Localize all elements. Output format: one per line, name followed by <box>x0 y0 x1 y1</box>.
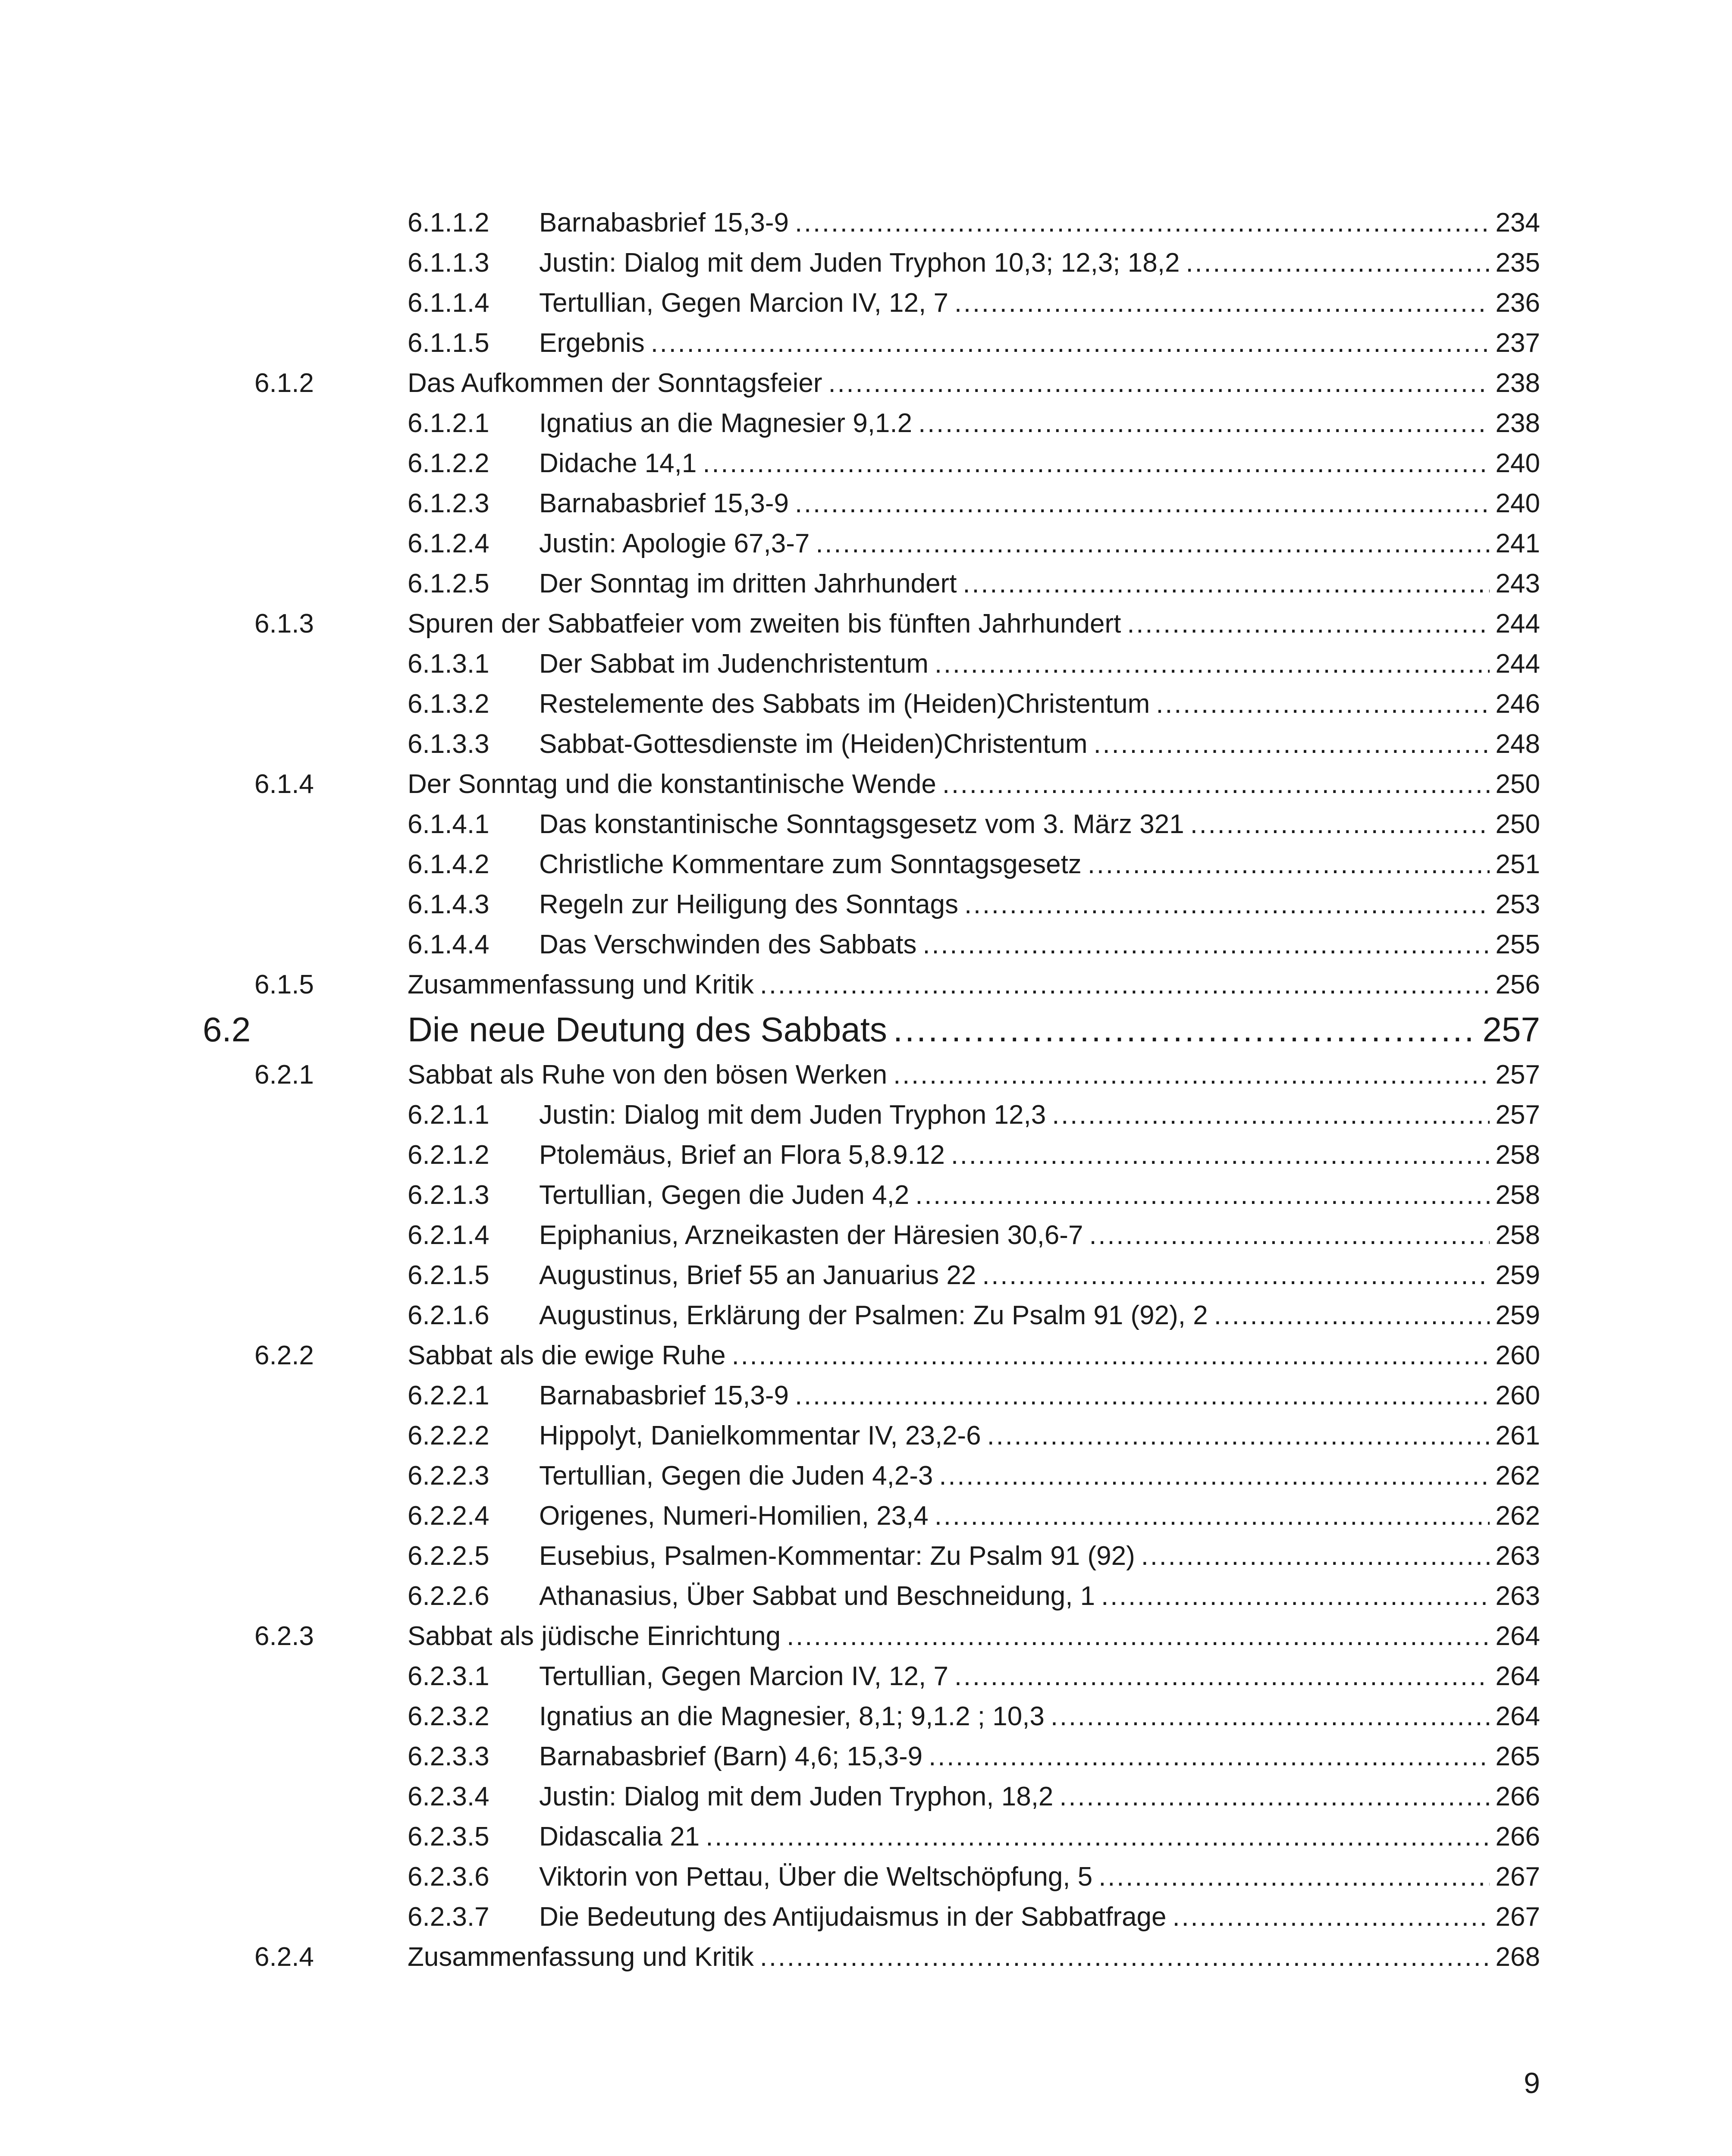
toc-entry-number: 6.1.2.2 <box>408 448 489 478</box>
toc-entry-number: 6.1.3 <box>254 609 314 639</box>
toc-entry-line <box>539 1095 1540 1135</box>
toc-entry-title: Die Bedeutung des Antijudaismus in der Sabbatfrage <box>539 1902 1167 1932</box>
toc-entry-page: 255 <box>1495 930 1540 959</box>
dot-leader <box>1190 804 1490 844</box>
dot-leader <box>964 884 1490 924</box>
toc-entry-page: 253 <box>1495 890 1540 919</box>
toc-entry-number: 6.2.2.6 <box>408 1581 489 1611</box>
toc-entry-title: Eusebius, Psalmen-Kommentar: Zu Psalm 91 (92) <box>539 1541 1135 1571</box>
dot-leader <box>893 1055 1489 1095</box>
dot-leader <box>1098 1857 1489 1897</box>
toc-entry-title: Ptolemäus, Brief an Flora 5,8.9.12 <box>539 1140 945 1170</box>
toc-entry-title: Origenes, Numeri-Homilien, 23,4 <box>539 1501 929 1531</box>
toc-entry-page: 267 <box>1495 1862 1540 1892</box>
toc-entry-line <box>408 764 1540 804</box>
toc-entry-number: 6.1.4.1 <box>408 809 489 839</box>
toc-entry-number: 6.2 <box>203 1010 251 1049</box>
toc-entry-line <box>539 1376 1540 1416</box>
dot-leader <box>1186 243 1489 283</box>
toc-entry-title: Restelemente des Sabbats im (Heiden)Christentum <box>539 689 1150 719</box>
toc-entry[interactable] <box>0 684 1732 724</box>
toc-entry-number: 6.1.2.4 <box>408 529 489 558</box>
dot-leader <box>760 965 1490 1005</box>
toc-entry-number: 6.1.2 <box>254 368 314 398</box>
toc-entry[interactable] <box>0 1496 1732 1536</box>
toc-entry-title: Sabbat als die ewige Ruhe <box>408 1341 726 1370</box>
toc-entry[interactable] <box>0 924 1732 965</box>
toc-entry-title: Sabbat als Ruhe von den bösen Werken <box>408 1060 888 1090</box>
toc-entry-number: 6.2.1.3 <box>408 1180 489 1210</box>
dot-leader <box>935 1496 1490 1536</box>
toc-entry[interactable] <box>0 203 1732 243</box>
toc-entry-title: Ergebnis <box>539 328 645 358</box>
toc-entry-line <box>539 1255 1540 1295</box>
dot-leader <box>1094 724 1490 764</box>
toc-entry-line <box>539 1175 1540 1215</box>
toc-entry-number: 6.1.3.1 <box>408 649 489 679</box>
toc-entry-page: 265 <box>1495 1742 1540 1771</box>
toc-entry-line <box>539 1456 1540 1496</box>
toc-entry-number: 6.1.1.5 <box>408 328 489 358</box>
dot-leader <box>935 644 1490 684</box>
toc-entry[interactable] <box>0 564 1732 604</box>
dot-leader <box>922 924 1489 965</box>
toc-entry-page: 263 <box>1495 1581 1540 1611</box>
toc-entry-page: 251 <box>1495 849 1540 879</box>
toc-entry-page: 237 <box>1495 328 1540 358</box>
toc-entry-page: 240 <box>1495 489 1540 518</box>
toc-entry-title: Justin: Dialog mit dem Juden Tryphon 10,3; 12,3; 18,2 <box>539 248 1180 278</box>
toc-entry-line <box>539 243 1540 283</box>
toc-entry-line <box>408 1055 1540 1095</box>
toc-entry[interactable] <box>0 1255 1732 1295</box>
toc-entry[interactable] <box>0 1456 1732 1496</box>
toc-entry-number: 6.1.4.3 <box>408 890 489 919</box>
toc-entry-title: Viktorin von Pettau, Über die Weltschöpfung, 5 <box>539 1862 1093 1892</box>
toc-entry-line <box>408 363 1540 403</box>
toc-entry[interactable] <box>0 804 1732 844</box>
dot-leader <box>942 764 1490 804</box>
toc-entry-number: 6.2.1.4 <box>408 1220 489 1250</box>
toc-entry-page: 240 <box>1495 448 1540 478</box>
page-number: 9 <box>1524 2067 1540 2100</box>
toc-entry-number: 6.2.3 <box>254 1621 314 1651</box>
toc-entry-page: 259 <box>1495 1300 1540 1330</box>
toc-entry-line <box>539 924 1540 965</box>
toc-entry-number: 6.1.4.4 <box>408 930 489 959</box>
toc-entry-line <box>408 1616 1540 1656</box>
dot-leader <box>706 1817 1489 1857</box>
dot-leader <box>1059 1777 1489 1817</box>
dot-leader <box>1127 604 1489 644</box>
dot-leader <box>915 1175 1489 1215</box>
toc-entry-page: 250 <box>1495 809 1540 839</box>
toc-entry-page: 263 <box>1495 1541 1540 1571</box>
toc-entry-number: 6.2.3.3 <box>408 1742 489 1771</box>
toc-entry-page: 248 <box>1495 729 1540 759</box>
toc-entry-line <box>539 283 1540 323</box>
toc-entry[interactable] <box>0 1335 1732 1376</box>
toc-entry-title: Athanasius, Über Sabbat und Beschneidung, 1 <box>539 1581 1095 1611</box>
toc-entry-page: 266 <box>1495 1782 1540 1811</box>
toc-entry-line <box>539 1496 1540 1536</box>
dot-leader <box>828 363 1490 403</box>
toc-entry-title: Christliche Kommentare zum Sonntagsgesetz <box>539 849 1082 879</box>
toc-entry-number: 6.2.3.5 <box>408 1822 489 1852</box>
toc-entry-line <box>539 724 1540 764</box>
toc-entry-line <box>539 804 1540 844</box>
toc-entry-page: 257 <box>1482 1010 1540 1049</box>
dot-leader <box>954 283 1490 323</box>
toc-entry-line <box>408 1937 1540 1977</box>
toc-entry[interactable] <box>0 283 1732 323</box>
dot-leader <box>703 443 1489 483</box>
toc-entry[interactable] <box>0 1295 1732 1335</box>
toc-entry-line <box>539 564 1540 604</box>
toc-entry-number: 6.1.3.2 <box>408 689 489 719</box>
dot-leader <box>1156 684 1489 724</box>
toc-entry[interactable] <box>0 965 1732 1005</box>
toc-entry-title: Ignatius an die Magnesier, 8,1; 9,1.2 ; 10,3 <box>539 1702 1045 1731</box>
toc-entry[interactable] <box>0 1576 1732 1616</box>
toc-entry-title: Hippolyt, Danielkommentar IV, 23,2-6 <box>539 1421 981 1451</box>
toc-entry-title: Epiphanius, Arzneikasten der Häresien 30,6-7 <box>539 1220 1083 1250</box>
toc-entry-number: 6.2.2.1 <box>408 1381 489 1410</box>
toc-entry[interactable] <box>0 323 1732 363</box>
toc-entry-title: Sabbat-Gottesdienste im (Heiden)Christentum <box>539 729 1088 759</box>
toc-entry-page: 267 <box>1495 1902 1540 1932</box>
toc-entry[interactable] <box>0 1536 1732 1576</box>
toc-entry-line <box>539 443 1540 483</box>
toc-entry-title: Das Aufkommen der Sonntagsfeier <box>408 368 822 398</box>
toc-entry-page: 268 <box>1495 1942 1540 1972</box>
dot-leader <box>732 1335 1490 1376</box>
toc-entry[interactable] <box>0 1656 1732 1696</box>
toc-entry-title: Tertullian, Gegen Marcion IV, 12, 7 <box>539 288 948 318</box>
dot-leader <box>893 1005 1477 1055</box>
dot-leader <box>951 1135 1490 1175</box>
dot-leader <box>954 1656 1490 1696</box>
toc-entry-title: Die neue Deutung des Sabbats <box>408 1010 887 1049</box>
toc-entry-number: 6.2.4 <box>254 1942 314 1972</box>
toc-entry-number: 6.2.1.6 <box>408 1300 489 1330</box>
toc-entry-page: 260 <box>1495 1381 1540 1410</box>
toc-entry[interactable] <box>0 1135 1732 1175</box>
toc-entry-line <box>539 323 1540 363</box>
toc-entry[interactable] <box>0 1005 1732 1055</box>
toc-entry-line <box>539 1576 1540 1616</box>
toc-entry-title: Der Sonntag im dritten Jahrhundert <box>539 569 957 599</box>
toc-entry-page: 244 <box>1495 609 1540 639</box>
toc-entry-number: 6.2.2 <box>254 1341 314 1370</box>
dot-leader <box>816 523 1489 564</box>
toc-entry-title: Tertullian, Gegen die Juden 4,2-3 <box>539 1461 933 1491</box>
toc-entry-title: Das konstantinische Sonntagsgesetz vom 3. März 321 <box>539 809 1184 839</box>
toc-entry-line <box>539 1656 1540 1696</box>
toc-entry-title: Barnabasbrief 15,3-9 <box>539 489 789 518</box>
toc-entry-number: 6.2.1.1 <box>408 1100 489 1130</box>
toc-entry-number: 6.2.2.3 <box>408 1461 489 1491</box>
toc-entry[interactable] <box>0 644 1732 684</box>
toc-entry-number: 6.2.3.2 <box>408 1702 489 1731</box>
toc-entry-line <box>539 1736 1540 1777</box>
toc-entry-page: 264 <box>1495 1621 1540 1651</box>
toc-entry-line <box>539 1817 1540 1857</box>
toc-entry-title: Zusammenfassung und Kritik <box>408 970 754 1000</box>
toc-entry-page: 243 <box>1495 569 1540 599</box>
toc-entry-page: 246 <box>1495 689 1540 719</box>
toc-entry-line <box>539 1295 1540 1335</box>
toc-entry[interactable] <box>0 1777 1732 1817</box>
toc-entry-line <box>539 884 1540 924</box>
toc-entry-page: 257 <box>1495 1060 1540 1090</box>
dot-leader <box>963 564 1489 604</box>
toc-entry-line <box>539 403 1540 443</box>
toc-entry-title: Der Sonntag und die konstantinische Wende <box>408 769 936 799</box>
toc-entry-title: Das Verschwinden des Sabbats <box>539 930 917 959</box>
toc-entry-title: Justin: Dialog mit dem Juden Tryphon, 18,2 <box>539 1782 1054 1811</box>
toc-entry-title: Justin: Dialog mit dem Juden Tryphon 12,3 <box>539 1100 1046 1130</box>
toc-entry-line <box>408 1005 1540 1055</box>
dot-leader <box>918 403 1489 443</box>
dot-leader <box>929 1736 1489 1777</box>
toc-entry-line <box>539 844 1540 884</box>
toc-entry[interactable] <box>0 1857 1732 1897</box>
toc-entry-line <box>539 1857 1540 1897</box>
dot-leader <box>1051 1696 1490 1736</box>
toc-entry[interactable] <box>0 1416 1732 1456</box>
toc-entry[interactable] <box>0 844 1732 884</box>
toc-entry-number: 6.1.2.3 <box>408 489 489 518</box>
toc-entry-line <box>539 1777 1540 1817</box>
dot-leader <box>1052 1095 1489 1135</box>
toc-entry-title: Justin: Apologie 67,3-7 <box>539 529 810 558</box>
toc-entry-page: 264 <box>1495 1702 1540 1731</box>
dot-leader <box>1101 1576 1489 1616</box>
toc-entry-line <box>408 1335 1540 1376</box>
toc-entry[interactable] <box>0 1095 1732 1135</box>
toc-entry-line <box>539 1696 1540 1736</box>
toc-entry-page: 262 <box>1495 1461 1540 1491</box>
dot-leader <box>1088 844 1490 884</box>
toc-entry-title: Didascalia 21 <box>539 1822 700 1852</box>
toc-entry-number: 6.2.3.7 <box>408 1902 489 1932</box>
toc-entry-title: Zusammenfassung und Kritik <box>408 1942 754 1972</box>
toc-entry-title: Augustinus, Erklärung der Psalmen: Zu Psalm 91 (92), 2 <box>539 1300 1208 1330</box>
toc-entry-page: 236 <box>1495 288 1540 318</box>
toc-entry-title: Der Sabbat im Judenchristentum <box>539 649 929 679</box>
toc-entry-title: Barnabasbrief (Barn) 4,6; 15,3-9 <box>539 1742 923 1771</box>
dot-leader <box>1173 1897 1490 1937</box>
toc-entry[interactable] <box>0 403 1732 443</box>
toc-entry-line <box>539 523 1540 564</box>
toc-entry[interactable] <box>0 1175 1732 1215</box>
toc-entry-line <box>539 1416 1540 1456</box>
dot-leader <box>795 483 1490 523</box>
toc-entry-line <box>539 1215 1540 1255</box>
toc-entry-number: 6.2.3.6 <box>408 1862 489 1892</box>
toc-entry-number: 6.2.1 <box>254 1060 314 1090</box>
toc-entry-line <box>539 684 1540 724</box>
toc-entry[interactable] <box>0 1055 1732 1095</box>
dot-leader <box>787 1616 1489 1656</box>
toc-entry-number: 6.1.1.2 <box>408 208 489 238</box>
toc-entry-page: 262 <box>1495 1501 1540 1531</box>
toc-entry-line <box>539 644 1540 684</box>
toc-entry[interactable] <box>0 604 1732 644</box>
toc-entry[interactable] <box>0 483 1732 523</box>
toc-entry[interactable] <box>0 443 1732 483</box>
toc-entry[interactable] <box>0 523 1732 564</box>
toc-entry[interactable] <box>0 1897 1732 1937</box>
toc-entry-number: 6.2.2.5 <box>408 1541 489 1571</box>
toc-entry[interactable] <box>0 724 1732 764</box>
dot-leader <box>987 1416 1490 1456</box>
toc-entry-page: 259 <box>1495 1260 1540 1290</box>
toc-entry-number: 6.2.3.4 <box>408 1782 489 1811</box>
dot-leader <box>1214 1295 1490 1335</box>
dot-leader <box>651 323 1490 363</box>
toc-entry[interactable] <box>0 1376 1732 1416</box>
toc-entry-number: 6.1.1.3 <box>408 248 489 278</box>
toc-entry-page: 238 <box>1495 368 1540 398</box>
toc-entry-number: 6.2.2.2 <box>408 1421 489 1451</box>
toc-entry-number: 6.2.2.4 <box>408 1501 489 1531</box>
dot-leader <box>760 1937 1490 1977</box>
toc-entry-title: Sabbat als jüdische Einrichtung <box>408 1621 781 1651</box>
toc-entry-line <box>539 203 1540 243</box>
toc-entry-line <box>408 965 1540 1005</box>
toc-entry-page: 234 <box>1495 208 1540 238</box>
toc-entry[interactable] <box>0 1215 1732 1255</box>
toc-entry[interactable] <box>0 1937 1732 1977</box>
toc-entry-page: 258 <box>1495 1220 1540 1250</box>
toc-entry-number: 6.1.1.4 <box>408 288 489 318</box>
toc-entry-title: Augustinus, Brief 55 an Januarius 22 <box>539 1260 976 1290</box>
toc-entry-number: 6.1.4.2 <box>408 849 489 879</box>
toc-entry-title: Didache 14,1 <box>539 448 697 478</box>
toc-entry-number: 6.1.3.3 <box>408 729 489 759</box>
toc-entry-title: Barnabasbrief 15,3-9 <box>539 208 789 238</box>
toc-entry-page: 264 <box>1495 1661 1540 1691</box>
dot-leader <box>1141 1536 1490 1576</box>
toc-entry-title: Tertullian, Gegen Marcion IV, 12, 7 <box>539 1661 948 1691</box>
toc-entry-page: 260 <box>1495 1341 1540 1370</box>
toc-entry[interactable] <box>0 764 1732 804</box>
dot-leader <box>1089 1215 1489 1255</box>
toc-entry[interactable] <box>0 243 1732 283</box>
toc-entry-page: 250 <box>1495 769 1540 799</box>
dot-leader <box>795 1376 1490 1416</box>
toc-entry-line <box>539 1536 1540 1576</box>
dot-leader <box>939 1456 1489 1496</box>
toc-entry-page: 266 <box>1495 1822 1540 1852</box>
toc-entry-page: 256 <box>1495 970 1540 1000</box>
toc-entry-number: 6.2.1.5 <box>408 1260 489 1290</box>
toc-entry-page: 238 <box>1495 408 1540 438</box>
toc-entry-number: 6.1.4 <box>254 769 314 799</box>
table-of-contents <box>0 203 1732 1977</box>
toc-entry-page: 241 <box>1495 529 1540 558</box>
toc-entry-number: 6.2.1.2 <box>408 1140 489 1170</box>
dot-leader <box>982 1255 1489 1295</box>
toc-entry-page: 235 <box>1495 248 1540 278</box>
toc-entry-line <box>539 1135 1540 1175</box>
toc-entry[interactable] <box>0 1616 1732 1656</box>
toc-entry[interactable] <box>0 884 1732 924</box>
toc-entry-number: 6.1.2.5 <box>408 569 489 599</box>
toc-entry-title: Regeln zur Heiligung des Sonntags <box>539 890 958 919</box>
toc-entry-line <box>408 604 1540 644</box>
toc-entry-line <box>539 1897 1540 1937</box>
toc-entry-title: Ignatius an die Magnesier 9,1.2 <box>539 408 913 438</box>
toc-entry[interactable] <box>0 1736 1732 1777</box>
toc-entry-number: 6.1.2.1 <box>408 408 489 438</box>
toc-entry-title: Barnabasbrief 15,3-9 <box>539 1381 789 1410</box>
toc-entry[interactable] <box>0 1817 1732 1857</box>
dot-leader <box>795 203 1490 243</box>
toc-entry-line <box>539 483 1540 523</box>
toc-entry-title: Spuren der Sabbatfeier vom zweiten bis fünften Jahrhundert <box>408 609 1121 639</box>
toc-entry[interactable] <box>0 1696 1732 1736</box>
toc-entry-page: 258 <box>1495 1180 1540 1210</box>
toc-entry-page: 257 <box>1495 1100 1540 1130</box>
toc-entry-number: 6.1.5 <box>254 970 314 1000</box>
toc-entry-number: 6.2.3.1 <box>408 1661 489 1691</box>
toc-entry-page: 258 <box>1495 1140 1540 1170</box>
toc-entry[interactable] <box>0 363 1732 403</box>
toc-entry-title: Tertullian, Gegen die Juden 4,2 <box>539 1180 910 1210</box>
toc-entry-page: 261 <box>1495 1421 1540 1451</box>
toc-entry-page: 244 <box>1495 649 1540 679</box>
